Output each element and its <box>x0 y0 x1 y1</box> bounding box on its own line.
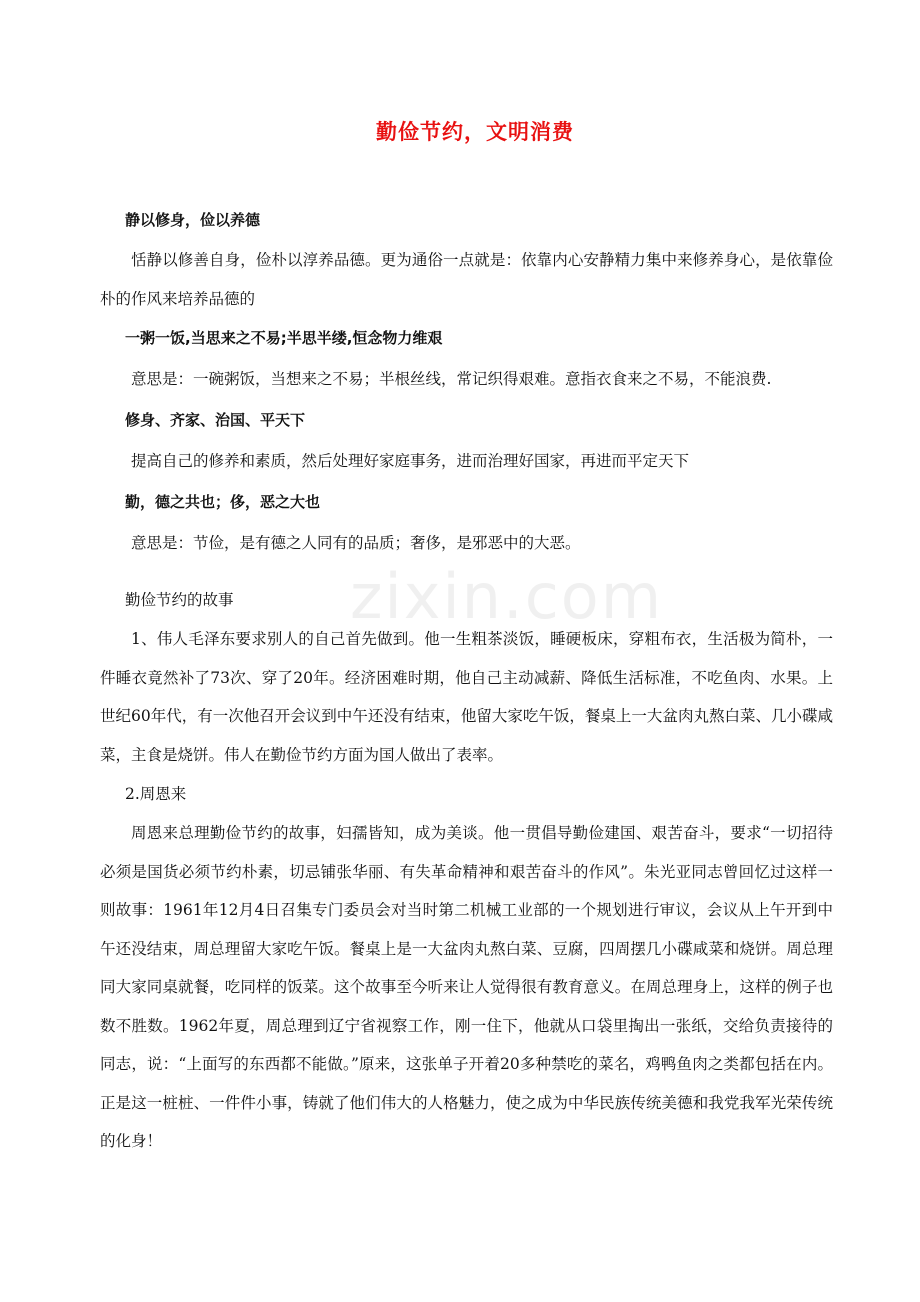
page-title: 勤俭节约，文明消费 <box>376 120 574 144</box>
section-heading-2: 一粥一饭,当思来之不易;半思半缕,恒念物力维艰 <box>125 329 443 347</box>
document-body <box>100 200 833 1161</box>
section-heading-4: 勤，德之共也；侈，恶之大也 <box>125 493 321 511</box>
stories-title: 勤俭节约的故事 <box>125 591 234 609</box>
section-text-4: 意思是：节俭，是有德之人同有的品质；奢侈，是邪恶中的大恶。 <box>131 534 581 552</box>
story-1-text: 1、伟人毛泽东要求别人的自己首先做到。他一生粗茶淡饭，睡硬板床，穿粗布衣，生活极为简朴，一件睡衣竟然补了73次、穿了20年。经济困难时期，他自己主动减薪、降低生活标准，不吃鱼肉、水果。上世纪60年代，有一次他召开会议到中午还没有结束，他留大家吃午饭，餐桌上一大盆肉丸熬白菜、几小碟咸菜，主食是烧饼。伟人在勤俭节约方面为国人做出了表率。 <box>100 630 833 764</box>
story-2-text: 周恩来总理勤俭节约的故事，妇孺皆知，成为美谈。他一贯倡导勤俭建国、艰苦奋斗，要求“一切招待必须是国货必须节约朴素，切忌铺张华丽、有失革命精神和艰苦奋斗的作风”。朱光亚同志曾回忆过这样一则故事：1961年12月4日召集专门委员会对当时第二机械工业部的一个规划进行审议，会议从上午开到中午还没结束，周总理留大家吃午饭。餐桌上是一大盆肉丸熬白菜、豆腐，四周摆几小碟咸菜和烧饼。周总理同大家同桌就餐，吃同样的饭菜。这个故事至今听来让人觉得很有教育意义。在周总理身上，这样的例子也数不胜数。1962年夏，周总理到辽宁省视察工作，刚一住下，他就从口袋里掏出一张纸，交给负责接待的同志，说：“上面写的东西都不能做。”原来，这张单子开着20多种禁吃的菜名，鸡鸭鱼肉之类都包括在内。正是这一桩桩、一件件小事，铸就了他们伟大的人格魅力，使之成为中华民族传统美德和我党我军光荣传统的化身！ <box>100 824 833 1150</box>
section-text-1: 恬静以修善自身，俭朴以淳养品德。更为通俗一点就是：依靠内心安静精力集中来修养身心，是依靠俭朴的作风来培养品德的 <box>100 251 833 308</box>
spacer <box>100 564 833 580</box>
watermark: zixin.com <box>350 560 664 633</box>
section-text-2: 意思是：一碗粥饭，当想来之不易；半根丝线，常记织得艰难。意指衣食来之不易，不能浪费. <box>131 370 772 388</box>
story-2-title: 2.周恩来 <box>125 785 187 803</box>
section-text-3: 提高自己的修养和素质，然后处理好家庭事务，进而治理好国家，再进而平定天下 <box>131 452 690 470</box>
section-heading-1: 静以修身，俭以养德 <box>125 211 261 229</box>
section-heading-3: 修身、齐家、治国、平天下 <box>125 411 306 429</box>
